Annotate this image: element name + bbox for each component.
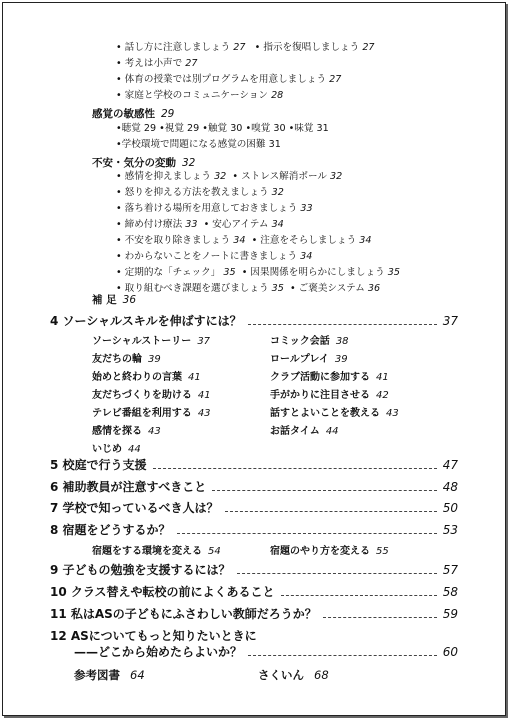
toc-item-label: お話タイム <box>270 426 320 437</box>
toc-entry[interactable]: • 落ち着ける場所を用意しておきましょう <box>116 203 297 214</box>
toc-entry[interactable]: • 話し方に注意しましょう <box>116 42 230 53</box>
page-number: 34 <box>271 219 284 230</box>
toc-item-label: 始めと終わりの言葉 <box>92 372 182 383</box>
chapter-title: 10 クラス替えや転校の前によくあること <box>50 585 275 599</box>
page-number: 33 <box>185 219 198 230</box>
toc-item-label: クラブ活動に参加する <box>270 372 370 383</box>
chapter-heading[interactable] <box>50 456 458 473</box>
toc-line <box>116 187 284 199</box>
page-number: 32 <box>330 171 343 182</box>
toc-line <box>116 267 400 279</box>
leader-dots <box>281 594 437 596</box>
toc-item[interactable] <box>270 422 339 437</box>
toc-entry[interactable]: • 定期的な「チェック」 <box>116 267 220 278</box>
toc-entry[interactable]: • 指示を復唱しましょう <box>255 42 360 53</box>
page-number: 27 <box>329 74 342 85</box>
toc-entry[interactable]: • わからないことをノートに書きましょう <box>116 251 297 262</box>
page-number: 34 <box>359 235 372 246</box>
page-number: 44 <box>325 426 339 437</box>
toc-entry[interactable]: • ストレス解消ボール <box>232 171 327 182</box>
toc-item[interactable]: 宿題をする環境を変える 54 <box>92 546 221 557</box>
page-number: 37 <box>197 336 211 347</box>
toc-item-label: 手がかりに注目させる <box>270 390 370 401</box>
page-number: 53 <box>442 523 458 537</box>
chapter-heading[interactable] <box>50 605 458 622</box>
toc-line <box>116 219 284 231</box>
page-number: 58 <box>442 585 458 599</box>
toc-item[interactable] <box>92 422 161 437</box>
chapter-4[interactable]: 4 ソーシャルスキルを伸ばすには？ 37 <box>50 314 458 328</box>
chapter-heading[interactable] <box>50 499 458 516</box>
chapter-heading[interactable] <box>50 583 458 600</box>
page-number: 41 <box>376 372 389 383</box>
toc-line <box>116 203 313 215</box>
chapter-title: 9 子どもの勉強を支援するには？ <box>50 563 231 577</box>
toc-line <box>116 58 198 70</box>
toc-entry[interactable]: • 締め付け療法 <box>116 219 182 230</box>
chapter-title: 5 校庭で行う支援 <box>50 458 147 472</box>
toc-item-label: ロールプレイ <box>270 354 329 365</box>
leader-dots <box>153 467 437 469</box>
chapter-12-line2[interactable]: ——どこから始めたらよいか？ 60 <box>74 645 458 659</box>
page-number: 32 <box>182 157 196 169</box>
toc-line <box>116 74 341 86</box>
toc-entry[interactable]: • 感情を抑えましょう <box>116 171 211 182</box>
page-number: 41 <box>197 390 211 401</box>
toc-item-label: テレビ番組を利用する <box>92 408 192 419</box>
page-number: 32 <box>214 171 227 182</box>
page-number: 34 <box>300 251 313 262</box>
toc-item-label: 感情を探る <box>92 426 142 437</box>
chapter-heading[interactable] <box>50 521 458 538</box>
page-number: 36 <box>367 283 381 294</box>
toc-item[interactable] <box>92 440 141 455</box>
toc-line[interactable]: •聴覚 29 •視覚 29 •触覚 30 •嗅覚 30 •味覚 31 <box>116 123 329 134</box>
toc-entry[interactable]: • 注意をそらしましょう <box>252 235 357 246</box>
chapter-title: 11 私はASの子どもにふさわしい教師だろうか？ <box>50 607 317 621</box>
toc-entry[interactable]: • 取り組むべき課題を選びましょう <box>116 283 269 294</box>
chapter-title: 7 学校で知っているべき人は？ <box>50 501 219 515</box>
toc-line[interactable]: •学校環境で問題になる感覚の困難 31 <box>116 139 281 150</box>
section-heading[interactable]: 補 足 36 <box>92 294 137 306</box>
toc-item-label: いじめ <box>92 444 122 455</box>
toc-line <box>116 42 375 54</box>
page-number: 41 <box>188 372 201 383</box>
chapter-title: 8 宿題をどうするか？ <box>50 523 171 537</box>
page-number: 28 <box>271 90 284 101</box>
page-number: 35 <box>223 267 236 278</box>
page-number: 54 <box>208 546 221 557</box>
page-number: 68 <box>314 668 329 682</box>
section-heading[interactable]: 不安・気分の変動 32 <box>92 157 196 169</box>
toc-entry[interactable]: • 因果関係を明らかにしましょう <box>242 267 385 278</box>
toc-entry[interactable]: • ご褒美システム <box>290 283 365 294</box>
page-number: 59 <box>442 607 458 621</box>
page-number: 27 <box>362 42 375 53</box>
toc-item[interactable]: 宿題のやり方を変える 55 <box>270 546 389 557</box>
page-number: 57 <box>442 563 458 577</box>
toc-entry[interactable]: • 不安を取り除きましょう <box>116 235 230 246</box>
toc-item[interactable] <box>270 368 389 383</box>
toc-item[interactable] <box>92 368 201 383</box>
page-number: 43 <box>386 408 399 419</box>
toc-item[interactable] <box>92 386 211 401</box>
page-number: 50 <box>442 501 458 515</box>
index-entry[interactable]: さくいん 68 <box>258 668 329 682</box>
toc-item-label: 友だちの輪 <box>92 354 142 365</box>
toc-item[interactable] <box>270 332 349 347</box>
toc-item-label: 話すとよいことを教える <box>270 408 380 419</box>
leader-dots <box>323 616 437 618</box>
toc-line <box>116 251 312 263</box>
chapter-heading[interactable] <box>50 478 458 495</box>
chapter-title: 6 補助教員が注意すべきこと <box>50 480 207 494</box>
page-number: 35 <box>387 267 400 278</box>
toc-item[interactable] <box>92 332 210 347</box>
leader-dots <box>248 654 437 656</box>
toc-entry[interactable]: • 怒りを抑える方法を教えましょう <box>116 187 269 198</box>
chapter-12-line1[interactable]: 12 ASについてもっと知りたいときに <box>50 629 257 643</box>
toc-entry[interactable]: • 体育の授業では別プログラムを用意しましょう <box>116 74 326 85</box>
toc-item[interactable] <box>270 386 389 401</box>
toc-line <box>116 235 371 247</box>
leader-dots <box>225 510 437 512</box>
page-number: 42 <box>376 390 389 401</box>
page-number: 36 <box>122 294 137 306</box>
toc-line <box>116 171 342 183</box>
page-number: 44 <box>128 444 141 455</box>
page-number: 38 <box>335 336 349 347</box>
page-number: 33 <box>300 203 313 214</box>
page-number: 39 <box>148 354 161 365</box>
page-number: 35 <box>271 283 284 294</box>
toc-entry[interactable]: • 家庭と学校のコミュニケーション <box>116 90 268 101</box>
toc-item[interactable] <box>92 350 161 365</box>
toc-item[interactable] <box>270 350 348 365</box>
page-number: 32 <box>271 187 284 198</box>
toc-item[interactable] <box>270 404 399 419</box>
page-number: 27 <box>233 42 246 53</box>
page-number: 27 <box>185 58 198 69</box>
toc-item[interactable] <box>92 404 211 419</box>
section-heading[interactable]: 感覚の敏感性 29 <box>92 108 175 120</box>
leader-dots <box>237 572 437 574</box>
page-number: 47 <box>442 458 458 472</box>
leader-dots <box>212 489 436 491</box>
toc-item-label: ソーシャルストーリー <box>92 336 192 347</box>
leader-dots <box>248 323 437 325</box>
toc-item-label: コミック会話 <box>270 336 330 347</box>
toc-line <box>116 283 380 295</box>
page-number: 43 <box>148 426 161 437</box>
toc-item-label: 友だちづくりを助ける <box>92 390 192 401</box>
page-number: 34 <box>233 235 246 246</box>
toc-entry[interactable]: • 安心アイテム <box>204 219 269 230</box>
bibliography-entry[interactable]: 参考図書 64 <box>74 668 145 682</box>
leader-dots <box>177 532 437 534</box>
page-number: 29 <box>161 108 175 120</box>
page-number: 64 <box>130 668 145 682</box>
toc-entry[interactable]: • 考えは小声で <box>116 58 182 69</box>
page-number: 48 <box>442 480 458 494</box>
toc-line <box>116 90 283 102</box>
page-number: 37 <box>442 314 458 328</box>
chapter-heading[interactable] <box>50 561 458 578</box>
page-number: 60 <box>442 645 458 659</box>
page-number: 43 <box>197 408 211 419</box>
page-number: 39 <box>334 354 348 365</box>
page-number: 55 <box>376 546 389 557</box>
